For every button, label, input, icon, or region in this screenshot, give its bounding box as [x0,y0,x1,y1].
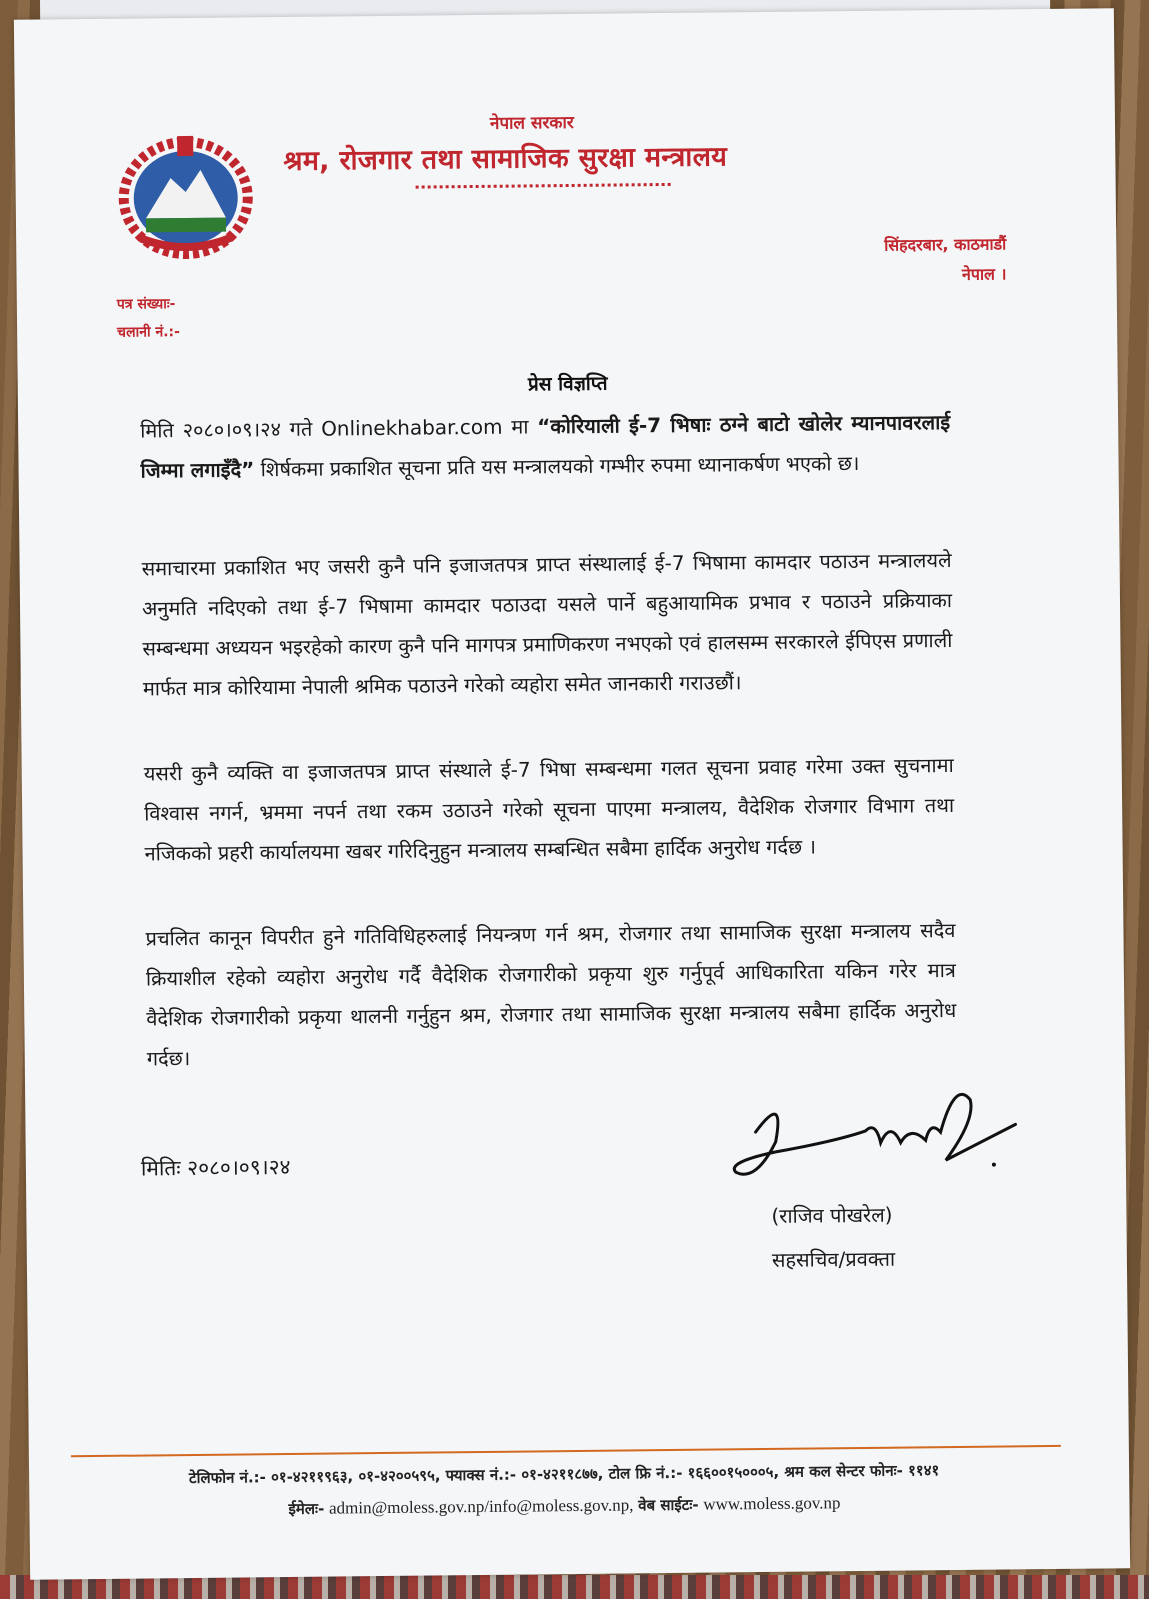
news-headline: “कोरियाली ई-7 भिषाः ठग्ने बाटो खोलेर म्यानपावरलाई जिम्मा लगाइँदै” [140,410,951,483]
nepal-emblem-icon [115,129,256,260]
address-line-1: सिंहदरबार, काठमाडौं [884,234,1007,255]
signatory-role: सहसचिव/प्रवक्ता [771,1246,896,1272]
footer-contacts: टेलिफोन नं.:- ०१-४२११९६३, ०१-४२००५९५, फ्याक्स नं.:- ०१-४२११८७७, टोल फ्रि नं.:- १६६००१५०००५, श्रम कल सेन्टर फोनः- ११४१ [188,1461,940,1488]
paragraph-2: समाचारमा प्रकाशित भए जसरी कुनै पनि इजाजतपत्र प्राप्त संस्थालाई ई-7 भिषामा कामदार पठाउन मन्त्रालयले अनुमति नदिएको तथा ई-7 भिषामा कामदार पठाउदा यसले पार्ने बहुआयामिक प्रभाव र पठाउने प्रक्रियाका सम्बन्धमा अध्ययन भइरहेको कारण कुनै पनि मागपत्र प्रमाणिकरण नभएको एवं हालसम्म सरकारले ईपिएस प्रणाली मार्फत मात्र कोरियामा नेपाली श्रमिक पठाउने गरेको व्यहोरा समेत जानकारी गराउछौं। [141,548,953,701]
address-block [884,229,1007,290]
paragraph-4: प्रचलित कानून विपरीत हुने गतिविधिहरुलाई नियन्त्रण गर्न श्रम, रोजगार तथा सामाजिक सुरक्षा मन्त्रालय सदैव क्रियाशील रहेको व्यहोरा अनुरोध गर्दै वैदेशिक रोजगारीको प्रकृया शुरु गर्नुपूर्व आधिकारिता यकिन गरेर मात्र वैदेशिक रोजगारीको प्रकृया थालनी गर्नुहुन श्रम, रोजगार तथा सामाजिक सुरक्षा मन्त्रालय सबैमा हार्दिक अनुरोध गर्दछ। [145,917,957,1071]
document-title: प्रेस विज्ञप्ति [527,372,608,396]
government-name: नेपाल सरकार [489,112,574,134]
reference-block [117,290,180,347]
email-label: ईमेलः- [288,1499,325,1519]
ministry-name: श्रम, रोजगार तथा सामाजिक सुरक्षा मन्त्रालय [283,141,728,177]
paragraph-3: यसरी कुनै व्यक्ति वा इजाजतपत्र प्राप्त संस्थाले ई-7 भिषा सम्बन्धमा गलत सूचना प्रवाह गरेमा उक्त सुचनामा विश्वास नगर्न, भ्रममा नपर्न तथा रकम उठाउने गरेको सूचना पाएमा मन्त्रालय, वैदेशिक रोजगार विभाग तथा नजिकको प्रहरी कार्यालयमा खबर गरिदिनुहुन मन्त्रालय सम्बन्धित सबैमा हार्दिक अनुरोध गर्दछ । [143,753,955,866]
signatory-name: (राजिव पोखरेल) [771,1202,893,1228]
website-label: वेब साईटः- [638,1495,699,1515]
document-date: मितिः २०८०।०९।२४ [140,1154,291,1181]
address-line-2: नेपाल । [961,264,1007,284]
dispatch-number-label: चलानी नं.:- [117,324,181,341]
letter-number-label: पत्र संख्याः- [116,296,176,313]
dotted-divider [416,183,671,189]
rug-edge [0,1575,1149,1599]
press-release-letter [14,8,1130,1579]
footer-divider [71,1445,1061,1457]
website-value: www.moless.gov.np [703,1493,841,1514]
paragraph-1-rest: शिर्षकमा प्रकाशित सूचना प्रति यस मन्त्रालयको गम्भीर रुपमा ध्यानाकर्षण भएको छ। [254,450,860,482]
signature-icon [715,1069,1026,1212]
paragraph-1-intro: मिति २०८०।०९।२४ गते Onlinekhabar.com मा [140,414,538,443]
email-value: admin@moless.gov.np/info@moless.gov.np, [328,1495,634,1518]
footer-online [59,1491,1069,1522]
paragraph-1 [140,402,951,490]
